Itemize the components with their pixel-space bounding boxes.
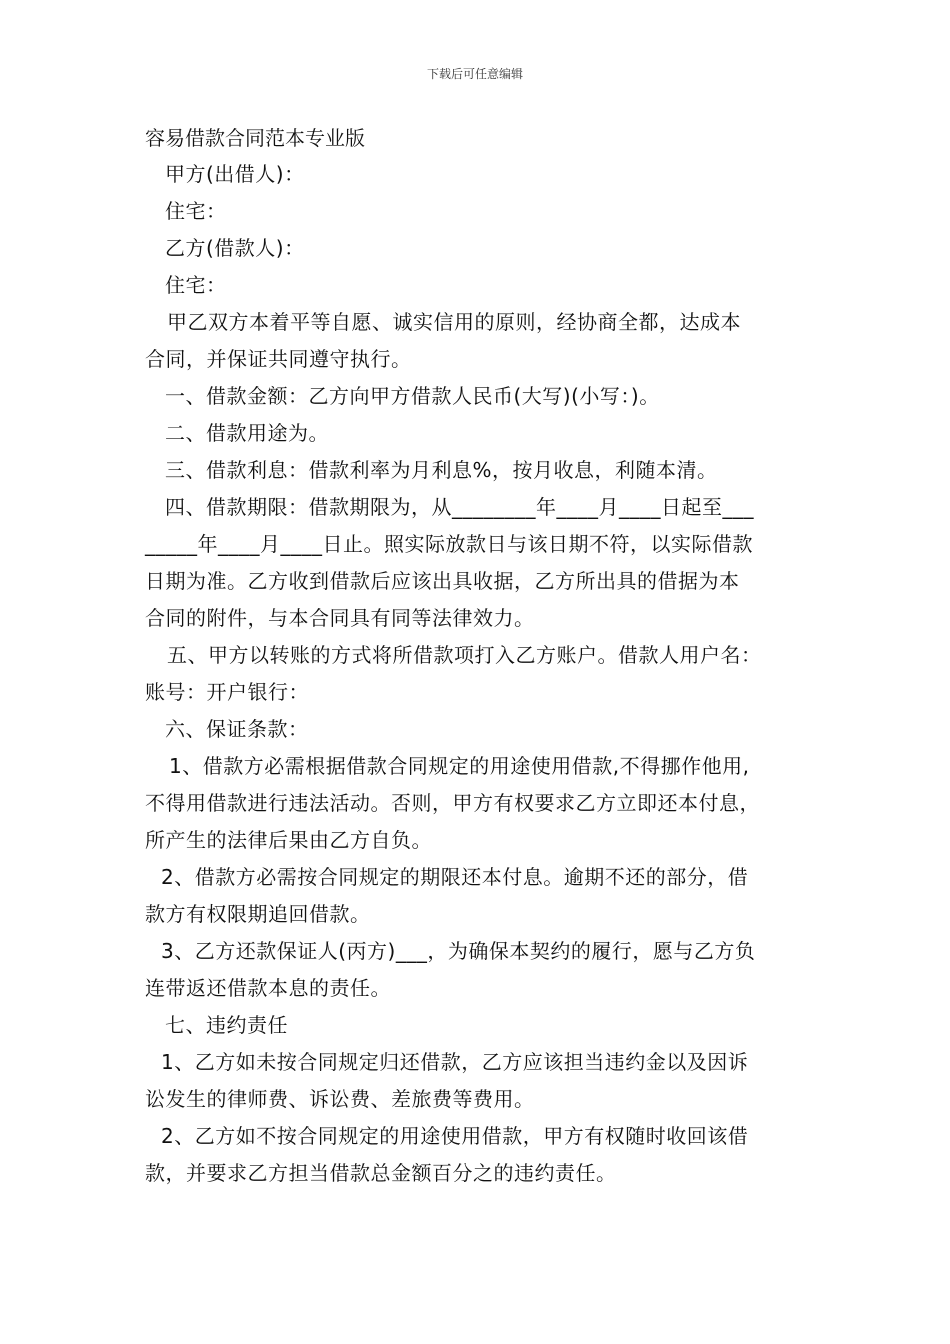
clause-6-item-3-line-1: 3、乙方还款保证人(丙方)___，为确保本契约的履行，愿与乙方负 [161, 939, 756, 963]
page-header: 下载后可任意编辑 [426, 67, 523, 81]
preamble-line-2: 合同，并保证共同遵守执行。 [145, 347, 412, 371]
party-b-address: 住宅： [165, 273, 227, 297]
clause-5-transfer-line-2: 账号：开户银行： [145, 680, 309, 704]
clause-7-item-2-line-1: 2、乙方如不按合同规定的用途使用借款，甲方有权随时收回该借 [161, 1124, 749, 1148]
party-a-address: 住宅： [165, 199, 227, 223]
clause-6-item-1-line-1: 1、借款方必需根据借款合同规定的用途使用借款,不得挪作他用, [169, 754, 750, 778]
clause-3-interest: 三、借款利息：借款利率为月利息%，按月收息，利随本清。 [165, 458, 718, 482]
clause-6-item-1-line-2: 不得用借款进行违法活动。否则，甲方有权要求乙方立即还本付息， [145, 791, 760, 815]
clause-1-amount: 一、借款金额：乙方向甲方借款人民币(大写)(小写：)。 [165, 384, 660, 408]
clause-4-term-line-4: 合同的附件，与本合同具有同等法律效力。 [145, 606, 535, 630]
document-body [145, 120, 810, 1192]
party-b-label: 乙方(借款人)： [165, 236, 305, 260]
clause-2-purpose: 二、借款用途为。 [165, 421, 329, 445]
clause-7-heading: 七、违约责任 [165, 1013, 288, 1037]
document-title: 容易借款合同范本专业版 [145, 126, 365, 150]
clause-4-term-line-3: 日期为准。乙方收到借款后应该出具收据，乙方所出具的借据为本 [145, 569, 740, 593]
clause-6-item-1-line-3: 所产生的法律后果由乙方自负。 [145, 828, 432, 852]
clause-7-item-2-line-2: 款，并要求乙方担当借款总金额百分之的违约责任。 [145, 1161, 617, 1185]
clause-7-item-1-line-2: 讼发生的律师费、诉讼费、差旅费等费用。 [145, 1087, 535, 1111]
clause-7-item-1-line-1: 1、乙方如未按合同规定归还借款，乙方应该担当违约金以及因诉 [161, 1050, 749, 1074]
party-a-label: 甲方(出借人)： [165, 162, 305, 186]
clause-6-item-2-line-2: 款方有权限期追回借款。 [145, 902, 371, 926]
clause-6-item-3-line-2: 连带返还借款本息的责任。 [145, 976, 391, 1000]
clause-6-heading: 六、保证条款： [165, 717, 309, 741]
clause-6-item-2-line-1: 2、借款方必需按合同规定的期限还本付息。逾期不还的部分，借 [161, 865, 749, 889]
clause-4-term-line-2: _____年____月____日止。照实际放款日与该日期不符，以实际借款 [145, 532, 753, 556]
preamble-line-1: 甲乙双方本着平等自愿、诚实信用的原则，经协商全都，达成本 [167, 310, 741, 334]
clause-4-term-line-1: 四、借款期限：借款期限为，从________年____月____日起至___ [165, 495, 754, 519]
clause-5-transfer-line-1: 五、甲方以转账的方式将所借款项打入乙方账户。借款人用户名： [167, 643, 762, 667]
